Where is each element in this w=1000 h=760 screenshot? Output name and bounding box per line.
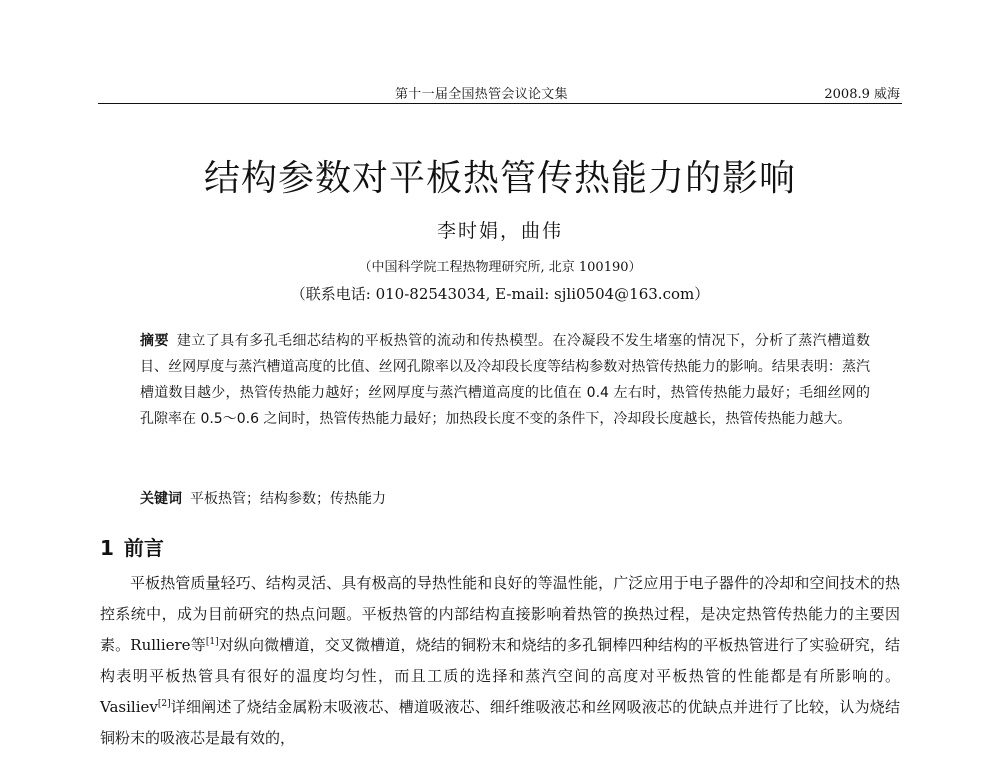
paper-authors: 李时娟，曲伟 [436,220,563,242]
header-rule [98,103,902,104]
citation-ref-1[interactable]: [1] [205,637,219,647]
body-text-part-1: 平板热管质量轻巧、结构灵活、具有极高的导热性能和良好的等温性能，广泛应用于电子器件的冷却和空间技术的热控系统中，成为目前研究的热点问题。平板热管的内部结构直接影响着热管的换热过程，是决定热管传热能力的主要因素。Rulliere等 [100,574,900,654]
section-number: 1 [100,536,114,560]
keywords [140,486,870,512]
body-text-part-2: 对纵向微槽道，交叉微槽道，烧结的铜粉末和烧结的多孔铜棒四种结构的平板热管进行了实验研究，结构表明平板热管具有很好的温度均匀性，而且工质的选择和蒸汽空间的高度对平板热管的性能都是有所影响的。Vasiliev [100,636,900,716]
section-heading-introduction [100,532,164,561]
author-contact: （联系电话: 010-82543034, E-mail: sjli0504@163.com） [290,285,710,303]
body-text [100,568,900,754]
paper-title: 结构参数对平板热管传热能力的影响 [203,158,796,199]
abstract-text: 建立了具有多孔毛细芯结构的平板热管的流动和传热模型。在冷凝段不发生堵塞的情况下，分析了蒸汽槽道数目、丝网厚度与蒸汽槽道高度的比值、丝网孔隙率以及冷却段长度等结构参数对热管传热能力的影响。结果表明：蒸汽槽道数目越少，热管传热能力越好；丝网厚度与蒸汽槽道高度的比值在 0.4 左右时，热管传热能力最好；毛细丝网的孔隙率在 0.5～0.6 之间时，热管传热能力最好；加热段长度不变的条件下，冷却段长度越长，热管传热能力越大。 [140,333,871,427]
author-affiliation: （中国科学院工程热物理研究所, 北京 100190） [358,260,642,275]
abstract [140,328,870,432]
running-header-date: 2008.9 威海 [824,87,900,102]
running-header-proceedings: 第十一届全国热管会议论文集 [395,87,568,102]
keywords-label: 关键词 [140,491,182,507]
citation-ref-2[interactable]: [2] [157,699,171,709]
body-paragraph [100,568,900,754]
body-text-part-3: 详细阐述了烧结金属粉末吸液芯、槽道吸液芯、细纤维吸液芯和丝网吸液芯的优缺点并进行了比较，认为烧结铜粉末的吸液芯是最有效的， [100,698,900,747]
abstract-label: 摘要 [140,333,169,349]
keywords-text: 平板热管；结构参数；传热能力 [190,491,386,507]
section-title: 前言 [123,536,164,560]
